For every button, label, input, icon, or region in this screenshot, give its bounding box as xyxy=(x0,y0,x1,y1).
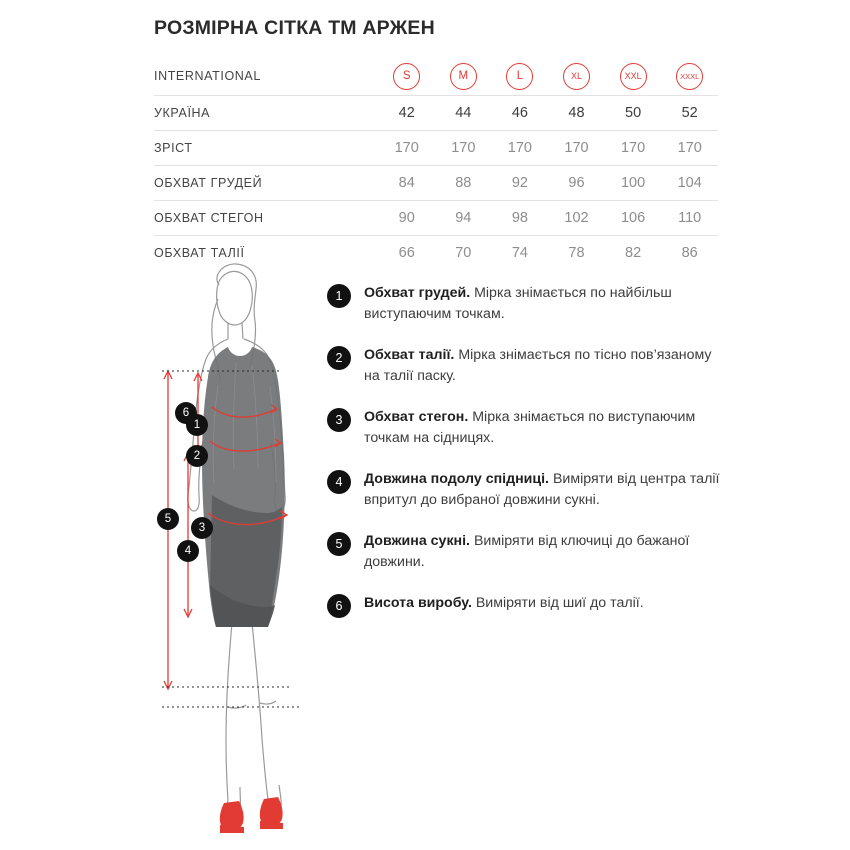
table-cell: 46 xyxy=(511,105,528,121)
figure-svg xyxy=(140,255,340,835)
legend-text xyxy=(364,593,644,614)
legend-text xyxy=(364,345,724,386)
size-badge-xxl xyxy=(605,63,662,90)
table-cell: 100 xyxy=(620,175,646,191)
table-cell: 110 xyxy=(678,210,702,226)
legend-bullet: 1 xyxy=(327,284,351,308)
table-cell: 104 xyxy=(677,175,702,191)
legend-description: Мірка знімається по виступаючим точкам на сідницях. xyxy=(364,409,696,446)
table-cell: 66 xyxy=(398,245,415,261)
table-cell: 82 xyxy=(625,245,642,261)
legend-description: Виміряти від центра талії впритул до вибраної довжини сукні. xyxy=(364,471,720,508)
table-cell: 170 xyxy=(620,140,646,156)
table-cell: 50 xyxy=(625,105,642,121)
table-row-hips xyxy=(154,201,718,236)
legend-item-6 xyxy=(327,593,727,618)
legend-list xyxy=(327,283,727,639)
size-badge-label: M xyxy=(450,63,477,90)
measurement-illustration xyxy=(140,255,340,835)
legend-description: Виміряти від ключиці до бажаної довжини. xyxy=(364,533,690,570)
table-cell: 42 xyxy=(398,105,415,121)
legend-bullet: 3 xyxy=(327,408,351,432)
table-row-height xyxy=(154,131,718,166)
legend-item-4 xyxy=(327,469,727,510)
table-cell: 170 xyxy=(564,140,589,156)
table-cell: 170 xyxy=(451,140,476,156)
legend-bullet: 2 xyxy=(327,346,351,370)
legend-description: Виміряти від шиї до талії. xyxy=(471,595,644,611)
legend-term: Обхват стегон. xyxy=(364,409,469,425)
legend-item-3 xyxy=(327,407,727,448)
figure-marker-4: 4 xyxy=(177,540,199,562)
legend-description: Мірка знімається по тісно пов’язаному на талії паску. xyxy=(364,347,712,384)
table-cell: 44 xyxy=(455,105,472,121)
row-label-waist: ОБХВАТ ТАЛІЇ xyxy=(154,246,245,260)
table-cell: 170 xyxy=(677,140,702,156)
table-cell: 48 xyxy=(568,105,585,121)
legend-term: Обхват талії. xyxy=(364,347,455,363)
table-cell: 94 xyxy=(455,210,472,226)
legend-bullet: 5 xyxy=(327,532,351,556)
size-badge-m xyxy=(435,63,492,90)
page-title: РОЗМІРНА СІТКА ТМ АРЖЕН xyxy=(154,17,435,39)
table-cell: 86 xyxy=(681,245,698,261)
table-row-international xyxy=(154,57,718,96)
row-label-international: INTERNATIONAL xyxy=(154,69,261,83)
size-badge-label: XXL xyxy=(620,63,647,90)
size-badge-label: S xyxy=(393,63,420,90)
size-badge-xxxl xyxy=(661,63,718,90)
figure-marker-2: 2 xyxy=(186,445,208,467)
table-cell: 78 xyxy=(568,245,585,261)
legend-description: Мірка знімається по найбільш виступаючим точкам. xyxy=(364,285,672,322)
table-cell: 106 xyxy=(620,210,646,226)
legend-item-1 xyxy=(327,283,727,324)
table-cell: 70 xyxy=(455,245,472,261)
table-cell: 102 xyxy=(564,210,589,226)
table-cell: 96 xyxy=(568,175,585,191)
table-cell: 88 xyxy=(455,175,472,191)
figure-marker-3: 3 xyxy=(191,517,213,539)
figure-marker-1: 1 xyxy=(186,414,208,436)
table-cell: 52 xyxy=(681,105,698,121)
table-cell: 92 xyxy=(511,175,528,191)
row-label-height: ЗРІСТ xyxy=(154,141,193,155)
size-badge-label: XL xyxy=(563,63,590,90)
figure-marker-5: 5 xyxy=(157,508,179,530)
size-badge-xl xyxy=(548,63,605,90)
legend-term: Висота виробу. xyxy=(364,595,472,611)
legend-item-2 xyxy=(327,345,727,386)
figure-marker-6: 6 xyxy=(175,402,197,424)
table-row-ukraine xyxy=(154,96,718,131)
table-cell: 84 xyxy=(398,175,415,191)
table-row-bust xyxy=(154,166,718,201)
table-cell: 170 xyxy=(507,140,532,156)
legend-text xyxy=(364,407,724,448)
size-badge-label: XXXL xyxy=(676,63,703,90)
table-cell: 90 xyxy=(398,210,415,226)
table-cell: 98 xyxy=(511,210,528,226)
legend-item-5 xyxy=(327,531,727,572)
dress-shape xyxy=(202,347,285,627)
row-label-ukraine: УКРАЇНА xyxy=(154,106,211,120)
legend-term: Довжина сукні. xyxy=(364,533,470,549)
row-label-bust: ОБХВАТ ГРУДЕЙ xyxy=(154,176,263,190)
legend-text xyxy=(364,531,724,572)
legend-bullet: 6 xyxy=(327,594,351,618)
row-label-hips: ОБХВАТ СТЕГОН xyxy=(154,211,264,225)
legend-bullet: 4 xyxy=(327,470,351,494)
legend-term: Обхват грудей. xyxy=(364,285,471,301)
size-badge-l xyxy=(492,63,549,90)
legend-text xyxy=(364,283,724,324)
table-cell: 74 xyxy=(511,245,528,261)
legend-term: Довжина подолу спідниці. xyxy=(364,471,549,487)
size-badge-label: L xyxy=(506,63,533,90)
size-table xyxy=(154,57,718,270)
shoes xyxy=(220,797,283,833)
size-badge-s xyxy=(378,63,435,90)
table-cell: 170 xyxy=(394,140,419,156)
legend-text xyxy=(364,469,724,510)
